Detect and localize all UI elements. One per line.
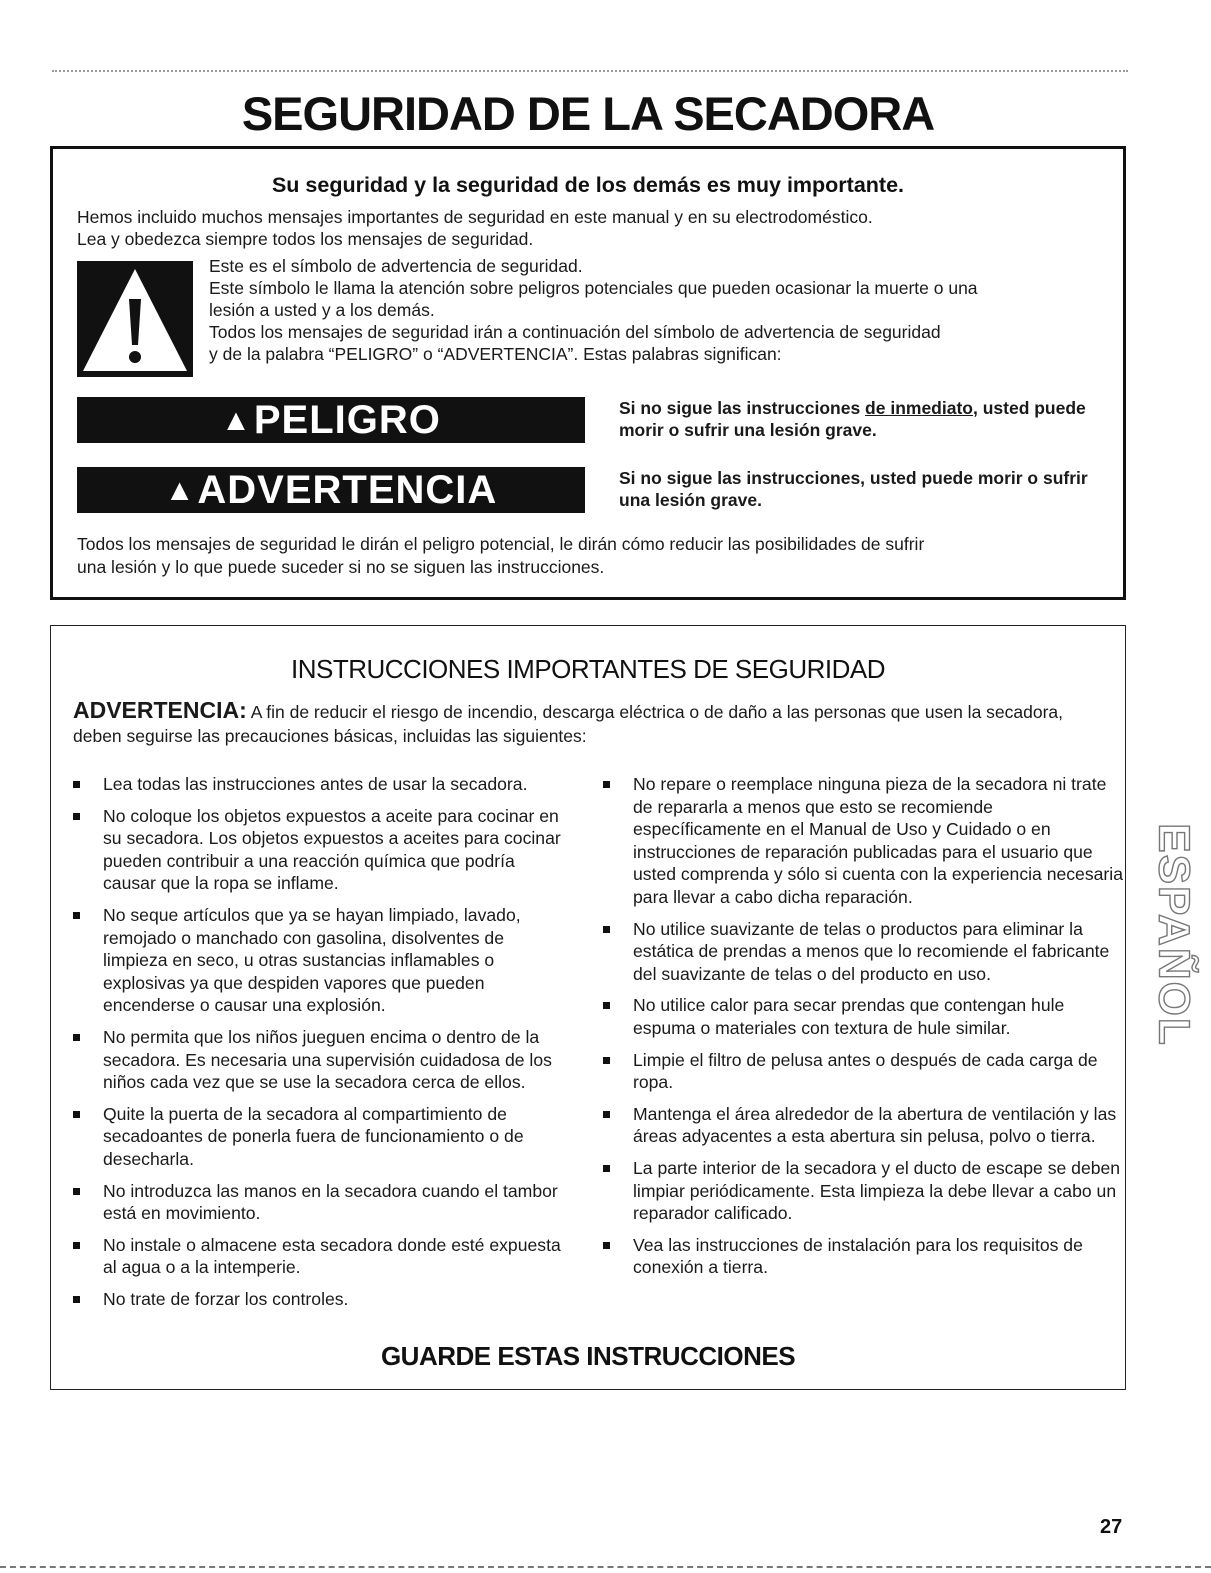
safety-intro — [77, 206, 873, 250]
item-text: No instale o almacene esta secadora donde esté expuesta al agua o a la intemperie. — [103, 1234, 561, 1278]
page-title: SEGURIDAD DE LA SECADORA — [241, 87, 935, 140]
peligro-signal-bar — [77, 397, 585, 443]
item-text: La parte interior de la secadora y el ducto de escape se deben limpiar periódicamente. Esta limpieza la debe llevar a cabo un reparador calificado. — [633, 1157, 1121, 1224]
square-bullet-icon — [73, 1188, 80, 1195]
peligro-description — [619, 397, 1099, 441]
list-item — [73, 773, 563, 796]
item-text: No introduzca las manos en la secadora cuando el tambor está en movimiento. — [103, 1180, 558, 1224]
list-item — [73, 1288, 563, 1311]
item-text: No seque artículos que ya se hayan limpiado, lavado, remojado o manchado con gasolina, disolventes de limpieza en seco, u otras sustancias inflamables o explosivas ya que despiden vapores que pueden encenderse o causar una explosión. — [103, 904, 521, 1016]
item-text: Vea las instrucciones de instalación para los requisitos de conexión a tierra. — [633, 1234, 1083, 1278]
list-item — [603, 1234, 1123, 1279]
list-item — [73, 805, 563, 895]
page-number: 27 — [1100, 1516, 1123, 1538]
closing-line: Todos los mensajes de seguridad le dirán el peligro potencial, le dirán cómo reducir las posibilidades de sufrir — [77, 534, 925, 554]
list-item — [73, 904, 563, 1017]
square-bullet-icon — [603, 1057, 610, 1064]
warning-triangle-icon: ▲ — [164, 474, 196, 507]
safety-message-box — [50, 146, 1126, 600]
list-item — [603, 1103, 1123, 1148]
item-text: No trate de forzar los controles. — [103, 1288, 349, 1309]
item-text: Quite la puerta de la secadora al compartimiento de secadoantes de ponerla fuera de funcionamiento o de desecharla. — [103, 1103, 524, 1169]
square-bullet-icon — [603, 1165, 610, 1172]
square-bullet-icon — [73, 1034, 80, 1041]
warning-triangle-icon — [77, 261, 193, 377]
instructions-box — [50, 625, 1126, 1390]
peligro-desc-text: , usted puede morir o sufrir una lesión grave. — [619, 398, 1086, 440]
item-text: Mantenga el área alrededor de la abertura de ventilación y las áreas adyacentes a esta abertura sin pelusa, polvo o tierra. — [633, 1103, 1117, 1147]
square-bullet-icon — [73, 781, 80, 788]
list-item — [73, 1234, 563, 1279]
square-bullet-icon — [603, 1002, 610, 1009]
intro-line: Hemos incluido muchos mensajes importantes de seguridad en este manual y en su electrodoméstico. — [77, 207, 873, 227]
warning-paragraph — [73, 698, 1103, 748]
left-instructions-list — [73, 773, 563, 1319]
peligro-label: PELIGRO — [253, 398, 441, 442]
square-bullet-icon — [603, 1111, 610, 1118]
closing-line: una lesión y lo que puede suceder si no se siguen las instrucciones. — [77, 557, 605, 577]
list-item — [603, 918, 1123, 986]
square-bullet-icon — [73, 912, 80, 919]
square-bullet-icon — [73, 1242, 80, 1249]
list-item — [603, 994, 1123, 1039]
symbol-line: y de la palabra “PELIGRO” o “ADVERTENCIA”. Estas palabras significan: — [209, 344, 782, 364]
symbol-line: Este símbolo le llama la atención sobre peligros potenciales que pueden ocasionar la muerte o una — [209, 278, 978, 298]
instructions-heading: INSTRUCCIONES IMPORTANTES DE SEGURIDAD — [291, 654, 885, 684]
symbol-line: lesión a usted y a los demás. — [209, 300, 435, 320]
intro-line: Lea y obedezca siempre todos los mensajes de seguridad. — [77, 229, 534, 249]
safety-closing — [77, 533, 1097, 579]
item-text: No utilice calor para secar prendas que contengan hule espuma o materiales con textura de hule similar. — [633, 995, 1065, 1038]
item-text: Lea todas las instrucciones antes de usar la secadora. — [103, 774, 528, 794]
bottom-dashed-rule — [0, 1566, 1211, 1568]
advertencia-label: ADVERTENCIA — [197, 468, 498, 512]
symbol-line: Este es el símbolo de advertencia de seguridad. — [209, 256, 583, 276]
list-item — [73, 1026, 563, 1094]
item-text: Limpie el filtro de pelusa antes o después de cada carga de ropa. — [633, 1049, 1098, 1093]
item-text: No utilice suavizante de telas o productos para eliminar la estática de prendas a menos que lo recomiende el fabricante del suavizante de telas o del producto en uso. — [633, 918, 1110, 984]
item-text: No permita que los niños jueguen encima o dentro de la secadora. Es necesaria una supervisión cuidadosa de los niños cada vez que se use la secadora cerca de ellos. — [103, 1026, 552, 1093]
peligro-desc-emphasis: de inmediato — [865, 398, 973, 418]
list-item — [73, 1180, 563, 1225]
warning-word: ADVERTENCIA: — [73, 697, 247, 723]
peligro-desc-text: Si no sigue las instrucciones — [619, 398, 866, 418]
item-text: No repare o reemplace ninguna pieza de la secadora ni trate de repararla a menos que esto se recomiende específicamente en el Manual de Uso y Cuidado o en instrucciones de reparación publicadas para el usuario que usted comprenda y sólo si cuenta con la experiencia necesaria para llevar a cabo dicha reparación. — [633, 774, 1123, 907]
top-dotted-rule — [52, 70, 1128, 72]
list-item — [603, 1157, 1123, 1225]
square-bullet-icon — [603, 1242, 610, 1249]
language-side-tab — [1148, 810, 1200, 1060]
square-bullet-icon — [603, 781, 610, 788]
square-bullet-icon — [73, 1296, 80, 1303]
item-text: No coloque los objetos expuestos a aceite para cocinar en su secadora. Los objetos expuestos a aceites para cocinar pueden contribuir a una reacción química que podría causar que la ropa se inflame. — [103, 805, 561, 894]
advertencia-signal-bar — [77, 467, 585, 513]
right-instructions-list — [603, 773, 1123, 1288]
language-tab-label: ESPAÑOL — [1150, 823, 1199, 1047]
save-instructions-footer: GUARDE ESTAS INSTRUCCIONES — [380, 1341, 796, 1371]
safety-heading: Su seguridad y la seguridad de los demás es muy importante. — [271, 173, 905, 197]
symbol-line: Todos los mensajes de seguridad irán a continuación del símbolo de advertencia de seguridad — [209, 322, 941, 342]
advertencia-description: Si no sigue las instrucciones, usted puede morir o sufrir una lesión grave. — [619, 468, 1088, 510]
warning-triangle-icon: ▲ — [221, 404, 252, 437]
list-item — [73, 1103, 563, 1171]
list-item — [603, 773, 1123, 909]
square-bullet-icon — [73, 813, 80, 820]
symbol-explanation — [209, 255, 1109, 365]
warning-text: A fin de reducir el riesgo de incendio, descarga eléctrica o de daño a las personas que usen la secadora, deben seguirse las precauciones básicas, incluidas las siguientes: — [73, 702, 1064, 746]
square-bullet-icon — [73, 1111, 80, 1118]
list-item — [603, 1049, 1123, 1094]
square-bullet-icon — [603, 926, 610, 933]
